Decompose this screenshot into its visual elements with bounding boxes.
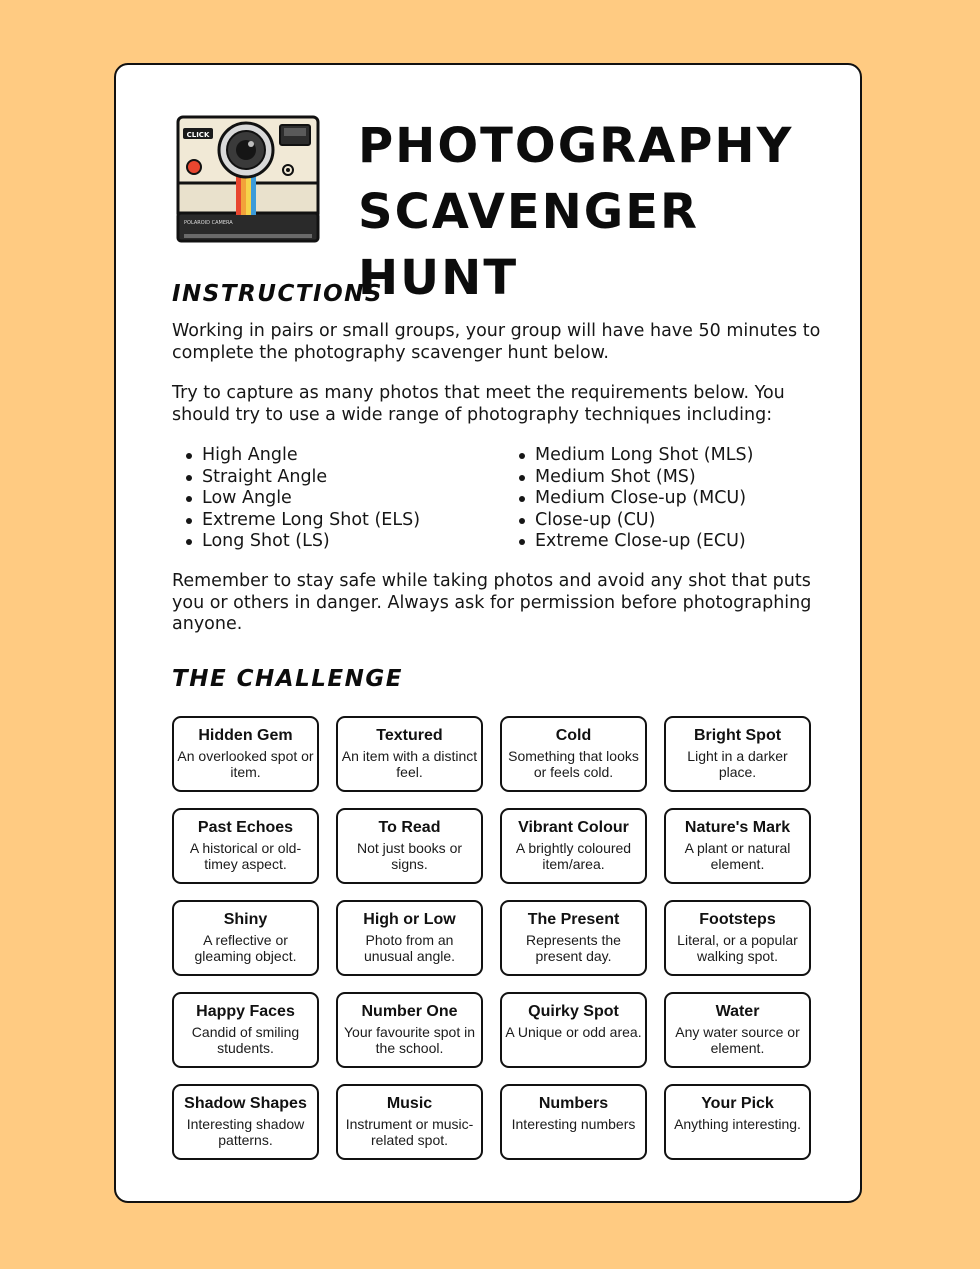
- challenge-card-title: Shiny: [223, 911, 268, 928]
- page-title: [358, 113, 860, 311]
- challenge-card-title: Cold: [555, 727, 592, 744]
- challenge-card-description: An item with a distinct feel.: [341, 748, 478, 780]
- challenge-card: [664, 1084, 811, 1160]
- challenge-card-description: Your favourite spot in the school.: [343, 1024, 475, 1056]
- challenge-card-description: Any water source or element.: [675, 1024, 800, 1056]
- techniques-list-left: [186, 445, 420, 553]
- challenge-card-title: Bright Spot: [693, 727, 782, 744]
- challenge-card-description: Candid of smiling students.: [191, 1024, 300, 1056]
- challenge-card-description: A Unique or odd area.: [505, 1024, 642, 1040]
- challenge-card: [172, 900, 319, 976]
- challenge-card-description: Photo from an unusual angle.: [363, 932, 456, 964]
- techniques-list-right: [519, 445, 753, 553]
- list-item: Straight Angle: [186, 467, 420, 489]
- challenge-card: [664, 900, 811, 976]
- challenge-card-title: The Present: [527, 911, 620, 928]
- challenge-card-title: To Read: [378, 819, 441, 836]
- challenge-card-description: Literal, or a popular walking spot.: [677, 932, 798, 964]
- list-item: Medium Long Shot (MLS): [519, 445, 753, 467]
- camera-brand-label: POLAROID CAMERA: [184, 220, 233, 226]
- challenge-card-title: High or Low: [363, 911, 456, 928]
- challenge-card-description: Something that looks or feels cold.: [508, 748, 639, 780]
- list-item: Medium Shot (MS): [519, 467, 753, 489]
- page-title-line-1: PHOTOGRAPHY: [358, 118, 794, 174]
- list-item: Medium Close-up (MCU): [519, 488, 753, 510]
- camera-click-label: CLICK: [186, 131, 210, 139]
- challenge-card: [336, 992, 483, 1068]
- instructions-paragraph-1: Working in pairs or small groups, your group will have have 50 minutes to complete the photography scavenger hunt below.: [172, 321, 821, 363]
- list-item: Long Shot (LS): [186, 531, 420, 553]
- challenge-card-description: A reflective or gleaming object.: [194, 932, 297, 964]
- challenge-card: [664, 716, 811, 792]
- list-item: Low Angle: [186, 488, 420, 510]
- list-item: Extreme Close-up (ECU): [519, 531, 753, 553]
- challenge-card: [500, 808, 647, 884]
- list-item: Close-up (CU): [519, 510, 753, 532]
- challenge-card: [336, 900, 483, 976]
- challenge-card-description: A historical or old-timey aspect.: [189, 840, 302, 872]
- challenge-card-title: Quirky Spot: [528, 1003, 619, 1020]
- challenge-card-description: Light in a darker place.: [687, 748, 788, 780]
- polaroid-camera-icon: [174, 113, 322, 245]
- challenge-card-title: Vibrant Colour: [518, 819, 629, 836]
- challenge-card-title: Textured: [376, 727, 443, 744]
- challenge-card-title: Past Echoes: [197, 819, 294, 836]
- challenge-card-title: Water: [715, 1003, 760, 1020]
- challenge-card-description: Not just books or signs.: [356, 840, 463, 872]
- challenge-card: [172, 716, 319, 792]
- challenge-card-description: Interesting numbers: [511, 1116, 636, 1132]
- challenge-card-title: Your Pick: [701, 1095, 774, 1112]
- challenge-card-title: Shadow Shapes: [184, 1095, 307, 1112]
- list-item: High Angle: [186, 445, 420, 467]
- challenge-card-title: Hidden Gem: [198, 727, 293, 744]
- challenge-card: [500, 900, 647, 976]
- challenge-card: [664, 992, 811, 1068]
- challenge-card: [336, 1084, 483, 1160]
- challenge-card-title: Number One: [361, 1003, 458, 1020]
- challenge-card: [172, 992, 319, 1068]
- challenge-card: [336, 716, 483, 792]
- list-item: Extreme Long Shot (ELS): [186, 510, 420, 532]
- challenge-card-description: A plant or natural element.: [684, 840, 791, 872]
- challenge-card: [172, 1084, 319, 1160]
- challenge-grid: [172, 716, 810, 1160]
- worksheet-page: [114, 63, 862, 1203]
- challenge-card-title: Numbers: [538, 1095, 609, 1112]
- challenge-card: [500, 992, 647, 1068]
- challenge-card-title: Footsteps: [699, 911, 776, 928]
- challenge-card: [500, 716, 647, 792]
- challenge-card-title: Music: [386, 1095, 433, 1112]
- challenge-card-title: Happy Faces: [196, 1003, 295, 1020]
- challenge-card-title: Nature's Mark: [684, 819, 791, 836]
- instructions-paragraph-2: Try to capture as many photos that meet the requirements below. You should try to use a wide range of photography techniques including:: [172, 383, 785, 425]
- challenge-card: [664, 808, 811, 884]
- challenge-card-description: An overlooked spot or item.: [177, 748, 314, 780]
- challenge-card: [500, 1084, 647, 1160]
- instructions-heading: INSTRUCTIONS: [172, 281, 383, 307]
- challenge-card: [336, 808, 483, 884]
- challenge-card-description: A brightly coloured item/area.: [515, 840, 632, 872]
- challenge-card-description: Instrument or music-related spot.: [345, 1116, 474, 1148]
- safety-paragraph: Remember to stay safe while taking photos and avoid any shot that puts you or others in danger. Always ask for permission before photographing anyone.: [172, 571, 812, 635]
- challenge-card-description: Represents the present day.: [526, 932, 621, 964]
- challenge-card: [172, 808, 319, 884]
- challenge-card-description: Anything interesting.: [674, 1116, 801, 1132]
- challenge-heading: THE CHALLENGE: [172, 666, 403, 692]
- page-title-line-2: SCAVENGER HUNT: [358, 184, 699, 306]
- challenge-card-description: Interesting shadow patterns.: [186, 1116, 305, 1148]
